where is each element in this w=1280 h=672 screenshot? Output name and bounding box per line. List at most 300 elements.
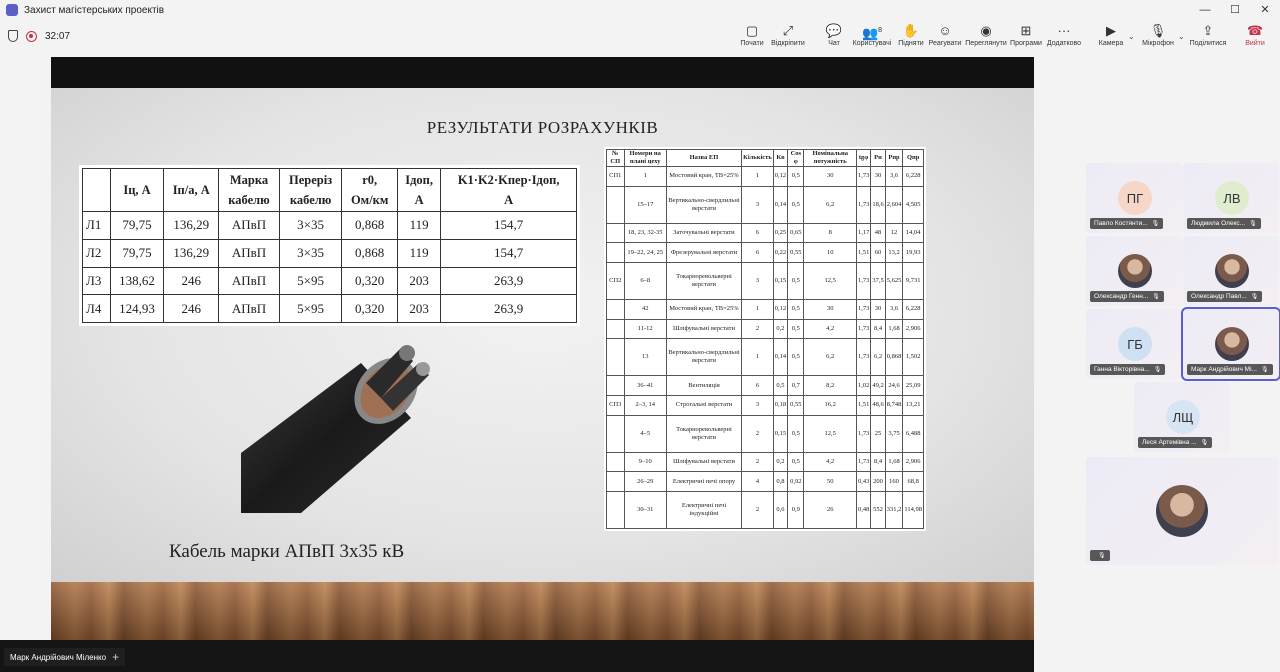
table-cell: 30 — [871, 167, 885, 187]
table-cell: Вертикально-свердлильні верстати — [666, 186, 741, 223]
table-cell: 0,320 — [342, 295, 397, 323]
table-row — [607, 167, 924, 187]
table-cell: 13,2 — [885, 243, 903, 263]
table-cell: 1,73 — [856, 415, 870, 452]
table-cell: 0,5 — [788, 262, 804, 299]
table-cell: 10 — [804, 243, 856, 263]
table-cell: 0,868 — [885, 339, 903, 376]
participant-name-tag — [1090, 364, 1165, 375]
table-cell: 26 — [804, 491, 856, 528]
column-header: Рн — [871, 150, 885, 167]
share-icon: ⇪ — [1202, 23, 1214, 38]
column-header: r0, Ом/км — [342, 169, 397, 212]
table-cell: 0,5 — [788, 186, 804, 223]
table-cell — [607, 300, 625, 320]
participant-name-tag — [1090, 218, 1163, 229]
table-cell: 0,5 — [788, 415, 804, 452]
table-cell: 6 — [742, 376, 774, 396]
table-cell: 19–22, 24, 25 — [624, 243, 666, 263]
participant-name: Людмила Олекс... — [1191, 220, 1246, 227]
column-header: Назва ЕП — [666, 150, 741, 167]
table-cell: 24,6 — [885, 376, 903, 396]
participant-name-tag — [1138, 437, 1212, 448]
table-cell: 0,43 — [856, 472, 870, 492]
column-header: Iц, А — [110, 169, 163, 212]
table-cell: 0,8 — [773, 472, 787, 492]
table-cell: 6–8 — [624, 262, 666, 299]
table-cell: 6,488 — [903, 415, 924, 452]
participant-tile[interactable] — [1086, 457, 1278, 565]
unpin-button[interactable]: ⤢ Відкріпити — [771, 23, 805, 47]
teams-logo-icon — [6, 4, 18, 16]
table-cell: 1,51 — [856, 243, 870, 263]
table-cell — [607, 376, 625, 396]
table-cell: Вертикально-свердлильні верстати — [666, 339, 741, 376]
raise-hand-icon: ✋ — [902, 23, 920, 38]
table-cell: 49,2 — [871, 376, 885, 396]
column-header: Номінальна потужність — [804, 150, 856, 167]
presentation-slide — [51, 88, 1034, 582]
participant-name-tag — [1187, 364, 1273, 375]
participant-name: Леся Артемівна ... — [1142, 439, 1197, 446]
table-cell: 6,228 — [903, 167, 924, 187]
table-cell: 263,9 — [441, 267, 577, 295]
table-row — [607, 243, 924, 263]
column-header: Переріз кабелю — [279, 169, 342, 212]
people-icon: 👥$^8$ — [861, 25, 883, 41]
hang-up-icon: ☎ — [1246, 23, 1264, 38]
table-cell: 0,320 — [342, 267, 397, 295]
table-row — [83, 295, 577, 323]
table-cell: 30 — [871, 300, 885, 320]
table-cell: 0,18 — [773, 395, 787, 415]
table-cell: 0,2 — [773, 452, 787, 472]
table-cell: 79,75 — [110, 212, 163, 240]
plus-icon[interactable]: + — [112, 650, 120, 664]
table-cell: 0,15 — [773, 262, 787, 299]
table-cell: 0,12 — [773, 167, 787, 187]
camera-options-chevron-icon[interactable]: ⌄ — [1128, 32, 1135, 41]
table-cell: 2 — [742, 452, 774, 472]
table-cell: 3 — [742, 262, 774, 299]
table-row — [607, 472, 924, 492]
shield-icon[interactable] — [8, 30, 18, 42]
table-cell: 0,55 — [788, 243, 804, 263]
table-row — [607, 395, 924, 415]
avatar — [1156, 485, 1208, 537]
recording-icon — [26, 31, 37, 42]
table-cell: 1,502 — [903, 339, 924, 376]
table-cell: 154,7 — [441, 212, 577, 240]
table-cell: 1,02 — [856, 376, 870, 396]
table-cell: 11-12 — [624, 319, 666, 339]
raise-hand-button[interactable]: ✋ Підняти — [898, 23, 924, 47]
table-cell: Строгальні верстати — [666, 395, 741, 415]
table-cell — [607, 223, 625, 243]
chat-button[interactable]: 💬 Чат — [825, 23, 843, 47]
table-cell: Мостовий кран, ТВ=25% — [666, 300, 741, 320]
table-cell: Л2 — [83, 239, 111, 267]
table-cell: 3,6 — [885, 300, 903, 320]
table-cell: 1 — [742, 300, 774, 320]
table-cell: 37,5 — [871, 262, 885, 299]
meeting-toolbar — [0, 20, 1280, 56]
table-cell: 18,6 — [871, 186, 885, 223]
load-calculation-table — [606, 149, 924, 529]
table-cell: 6 — [742, 223, 774, 243]
table-cell: 6,2 — [804, 339, 856, 376]
table-row — [607, 262, 924, 299]
table-cell: 18, 23, 32-35 — [624, 223, 666, 243]
table-cell: 263,9 — [441, 295, 577, 323]
table-cell: 203 — [397, 267, 440, 295]
table-cell: 12 — [885, 223, 903, 243]
table-cell: 2 — [742, 415, 774, 452]
table-cell: 9,731 — [903, 262, 924, 299]
more-button[interactable]: ··· Додатково — [1046, 23, 1082, 47]
table-cell: 36–41 — [624, 376, 666, 396]
table-cell: Токарноревольверні верстати — [666, 415, 741, 452]
table-cell: 3×35 — [279, 239, 342, 267]
table-cell: 2 — [742, 319, 774, 339]
avatar — [1118, 254, 1152, 288]
table-cell — [607, 319, 625, 339]
participant-tile[interactable] — [1183, 163, 1279, 233]
table-cell: 13 — [624, 339, 666, 376]
table-cell: 6,2 — [871, 339, 885, 376]
participant-count: 8 — [878, 27, 883, 34]
table-cell: 25,09 — [903, 376, 924, 396]
participant-name-tag — [1090, 291, 1164, 302]
participant-name-tag — [1187, 218, 1261, 229]
table-cell: 0,9 — [788, 491, 804, 528]
table-cell: 2 — [742, 491, 774, 528]
table-cell: 8,4 — [871, 452, 885, 472]
minimize-button[interactable]: — — [1199, 4, 1211, 16]
title-bar — [0, 0, 1280, 20]
table-cell: 9–10 — [624, 452, 666, 472]
table-cell: 2,604 — [885, 186, 903, 223]
participant-name: Павло Костянти... — [1094, 220, 1148, 227]
apps-button[interactable]: ⊞ Програми — [1010, 23, 1042, 47]
participant-name: Марк Андрійович Мі... — [1191, 366, 1257, 373]
table-cell: 136,29 — [164, 212, 219, 240]
camera-icon: ▶ — [1106, 23, 1116, 38]
column-header: Номери на плані цеху — [624, 150, 666, 167]
table-row — [607, 186, 924, 223]
table-row — [607, 319, 924, 339]
column-header: Марка кабелю — [219, 169, 280, 212]
column-header: Рпр — [885, 150, 903, 167]
table-cell: АПвП — [219, 212, 280, 240]
table-cell — [607, 491, 625, 528]
table-cell: Л3 — [83, 267, 111, 295]
table-cell: 1,68 — [885, 452, 903, 472]
cable-results-table — [82, 168, 577, 323]
table-cell: 0,7 — [788, 376, 804, 396]
table-cell: 4–5 — [624, 415, 666, 452]
table-cell: 203 — [397, 295, 440, 323]
participant-name: Олександр Павл... — [1191, 293, 1247, 300]
table-row — [607, 376, 924, 396]
table-cell: 200 — [871, 472, 885, 492]
table-cell: 6,2 — [804, 186, 856, 223]
table-cell: Заточувальні верстати — [666, 223, 741, 243]
column-header: tgφ — [856, 150, 870, 167]
table-cell: 8,748 — [885, 395, 903, 415]
table-cell: 119 — [397, 239, 440, 267]
table-cell — [607, 186, 625, 223]
table-cell: 3 — [742, 186, 774, 223]
table-cell: 13,21 — [903, 395, 924, 415]
table-cell: 6,228 — [903, 300, 924, 320]
table-cell: 1,73 — [856, 167, 870, 187]
table-cell: АПвП — [219, 267, 280, 295]
smile-icon: ☺ — [938, 23, 952, 38]
table-cell: 1,73 — [856, 319, 870, 339]
table-cell: 0,5 — [788, 339, 804, 376]
table-cell: Токарноревольверні верстати — [666, 262, 741, 299]
mic-options-chevron-icon[interactable]: ⌄ — [1178, 32, 1185, 41]
start-icon: ▢ — [745, 23, 759, 38]
table-cell: Мостовий кран, ТВ=25% — [666, 167, 741, 187]
table-cell: 2,906 — [903, 319, 924, 339]
table-cell: 3,6 — [885, 167, 903, 187]
table-cell: 0,12 — [773, 300, 787, 320]
stage-bottom-bar — [0, 640, 1034, 672]
table-cell: 5,625 — [885, 262, 903, 299]
column-header: Iдоп, А — [397, 169, 440, 212]
table-cell: 124,93 — [110, 295, 163, 323]
table-cell: 26–29 — [624, 472, 666, 492]
avatar — [1215, 327, 1249, 361]
table-cell: Електричні печі індукційні — [666, 491, 741, 528]
table-cell: Фрезерувальні верстати — [666, 243, 741, 263]
participant-tile[interactable] — [1183, 309, 1279, 379]
presenter-name-tag — [4, 648, 125, 666]
table-cell: 48 — [871, 223, 885, 243]
table-cell: АПвП — [219, 295, 280, 323]
table-cell: 1,73 — [856, 339, 870, 376]
table-cell: 138,62 — [110, 267, 163, 295]
cable-image — [241, 343, 431, 513]
start-button[interactable]: ▢ Почати — [740, 23, 764, 47]
participant-name-tag — [1187, 291, 1262, 302]
table-cell: Шліфувальні верстати — [666, 319, 741, 339]
microphone-button[interactable]: 🎙 Мікрофон — [1142, 23, 1174, 47]
table-cell: 48,6 — [871, 395, 885, 415]
popout-icon: ⤢ — [782, 23, 794, 38]
maximize-button[interactable]: ☐ — [1230, 4, 1240, 16]
table-cell: 14,04 — [903, 223, 924, 243]
participant-tile[interactable] — [1183, 236, 1279, 306]
table-cell: 79,75 — [110, 239, 163, 267]
table-cell: 6 — [742, 243, 774, 263]
mic-muted-icon: 🎙 — [1250, 294, 1259, 300]
table-cell: 30 — [804, 300, 856, 320]
table-cell: 50 — [804, 472, 856, 492]
table-cell: Електричні печі опору — [666, 472, 741, 492]
table-row — [607, 300, 924, 320]
table-cell: 0,868 — [342, 212, 397, 240]
table-cell: 5×95 — [279, 267, 342, 295]
table-cell: 1,68 — [885, 319, 903, 339]
table-cell: 12,5 — [804, 262, 856, 299]
table-cell: 1,17 — [856, 223, 870, 243]
table-cell: 160 — [885, 472, 903, 492]
chat-icon: 💬 — [825, 23, 843, 38]
mic-muted-icon: 🎙 — [1152, 294, 1160, 300]
table-cell: 42 — [624, 300, 666, 320]
table-cell: 119 — [397, 212, 440, 240]
presenter-name: Марк Андрійович Міленко — [10, 652, 107, 662]
table-cell: 246 — [164, 267, 219, 295]
table-cell: 0,14 — [773, 186, 787, 223]
participant-tile[interactable] — [1086, 163, 1182, 233]
table-cell: АПвП — [219, 239, 280, 267]
microphone-icon: 🎙 — [1149, 23, 1167, 38]
column-header: Кв — [773, 150, 787, 167]
table-cell: 0,5 — [788, 452, 804, 472]
mic-muted-icon: 🎙 — [1151, 221, 1160, 227]
participant-tile[interactable] — [1086, 236, 1182, 306]
table-cell: 0,92 — [788, 472, 804, 492]
table-cell: 4,2 — [804, 319, 856, 339]
table-cell: Л4 — [83, 295, 111, 323]
table-cell: 3 — [742, 395, 774, 415]
table-cell: 0,5 — [788, 167, 804, 187]
table-cell: 8 — [804, 223, 856, 243]
table-header-row — [607, 150, 924, 167]
table-cell: 552 — [871, 491, 885, 528]
table-cell: 331,2 — [885, 491, 903, 528]
table-cell — [607, 452, 625, 472]
table-cell: 4,2 — [804, 452, 856, 472]
apps-icon: ⊞ — [1020, 23, 1032, 38]
share-button[interactable]: ⇪ Поділитися — [1189, 23, 1227, 47]
wooden-floor-decoration — [51, 582, 1034, 640]
table-cell: 60 — [871, 243, 885, 263]
table-cell: 246 — [164, 295, 219, 323]
table-row — [607, 415, 924, 452]
avatar — [1215, 254, 1249, 288]
table-cell: СП2 — [607, 262, 625, 299]
table-cell: 30–31 — [624, 491, 666, 528]
table-cell: 4 — [742, 472, 774, 492]
more-icon: ··· — [1057, 23, 1071, 38]
table-cell: 1 — [624, 167, 666, 187]
table-row — [607, 339, 924, 376]
table-cell: 0,55 — [788, 395, 804, 415]
table-cell: Шліфувальні верстати — [666, 452, 741, 472]
meeting-timer: 32:07 — [45, 30, 71, 42]
table-cell — [607, 243, 625, 263]
table-cell: СП3 — [607, 395, 625, 415]
table-cell: 0,14 — [773, 339, 787, 376]
table-cell: 8,2 — [804, 376, 856, 396]
mic-muted-icon: 🎙 — [1098, 553, 1106, 559]
participant-tile[interactable] — [1134, 382, 1230, 452]
table-cell: 12,5 — [804, 415, 856, 452]
react-button[interactable]: ☺ Реагувати — [928, 23, 962, 47]
column-header: Qпр — [903, 150, 924, 167]
table-cell: 1,73 — [856, 300, 870, 320]
table-cell: 1,73 — [856, 186, 870, 223]
table-row — [607, 452, 924, 472]
table-cell — [607, 415, 625, 452]
table-cell: 1 — [742, 167, 774, 187]
participant-name: Ганна Вікторівна... — [1094, 366, 1150, 373]
table-cell: 0,15 — [773, 415, 787, 452]
mic-muted-icon: 🎙 — [1200, 440, 1209, 446]
table-row — [607, 223, 924, 243]
table-cell: 1,73 — [856, 452, 870, 472]
table-cell — [607, 472, 625, 492]
table-row — [83, 239, 577, 267]
table-cell: Вентиляція — [666, 376, 741, 396]
camera-button[interactable]: ▶ Камера — [1098, 23, 1124, 47]
table-cell: 2,906 — [903, 452, 924, 472]
table-cell: 4,505 — [903, 186, 924, 223]
participant-tile[interactable] — [1086, 309, 1182, 379]
table-row — [83, 267, 577, 295]
participant-name-tag — [1090, 550, 1110, 561]
participant-name: Олександр Генн... — [1094, 293, 1149, 300]
table-cell: 0,22 — [773, 243, 787, 263]
table-cell: 8,4 — [871, 319, 885, 339]
table-cell: 3×35 — [279, 212, 342, 240]
table-cell: 0,868 — [342, 239, 397, 267]
table-cell: 114,98 — [903, 491, 924, 528]
table-cell: 0,2 — [773, 319, 787, 339]
table-row — [607, 491, 924, 528]
table-cell: 0,5 — [773, 376, 787, 396]
table-header-row — [83, 169, 577, 212]
avatar: ЛЩ — [1166, 400, 1200, 434]
table-cell: 1 — [742, 339, 774, 376]
mic-muted-icon: 🎙 — [1249, 221, 1257, 227]
column-header: № СП — [607, 150, 625, 167]
avatar: ГБ — [1118, 327, 1152, 361]
column-header: Cos φ — [788, 150, 804, 167]
slide-caption: Кабель марки АПвП 3х35 кВ — [169, 541, 405, 562]
leave-button[interactable]: ☎ Вийти — [1245, 23, 1265, 47]
table-cell: 2–3, 14 — [624, 395, 666, 415]
column-header — [83, 169, 111, 212]
view-icon: ◉ — [980, 23, 992, 38]
mic-muted-icon: 🎙 — [1153, 367, 1162, 373]
table-cell: 19,93 — [903, 243, 924, 263]
table-cell: 68,8 — [903, 472, 924, 492]
people-button[interactable]: 👥$^8$ Користувачі — [846, 23, 898, 47]
column-header: K1·K2·Kпер·Iдоп, А — [441, 169, 577, 212]
table-cell: 30 — [804, 167, 856, 187]
table-cell: 25 — [871, 415, 885, 452]
table-row — [83, 212, 577, 240]
avatar: ЛВ — [1215, 181, 1249, 215]
table-cell: 0,65 — [788, 223, 804, 243]
view-button[interactable]: ◉ Переглянути — [965, 23, 1007, 47]
column-header: Кількість — [742, 150, 774, 167]
table-cell: 1,73 — [856, 262, 870, 299]
close-button[interactable]: ✕ — [1260, 4, 1270, 16]
table-cell: 0,6 — [773, 491, 787, 528]
table-cell: 154,7 — [441, 239, 577, 267]
table-cell: 16,2 — [804, 395, 856, 415]
table-cell: 136,29 — [164, 239, 219, 267]
avatar: ПГ — [1118, 181, 1152, 215]
slide-title: РЕЗУЛЬТАТИ РОЗРАХУНКІВ — [426, 118, 659, 137]
